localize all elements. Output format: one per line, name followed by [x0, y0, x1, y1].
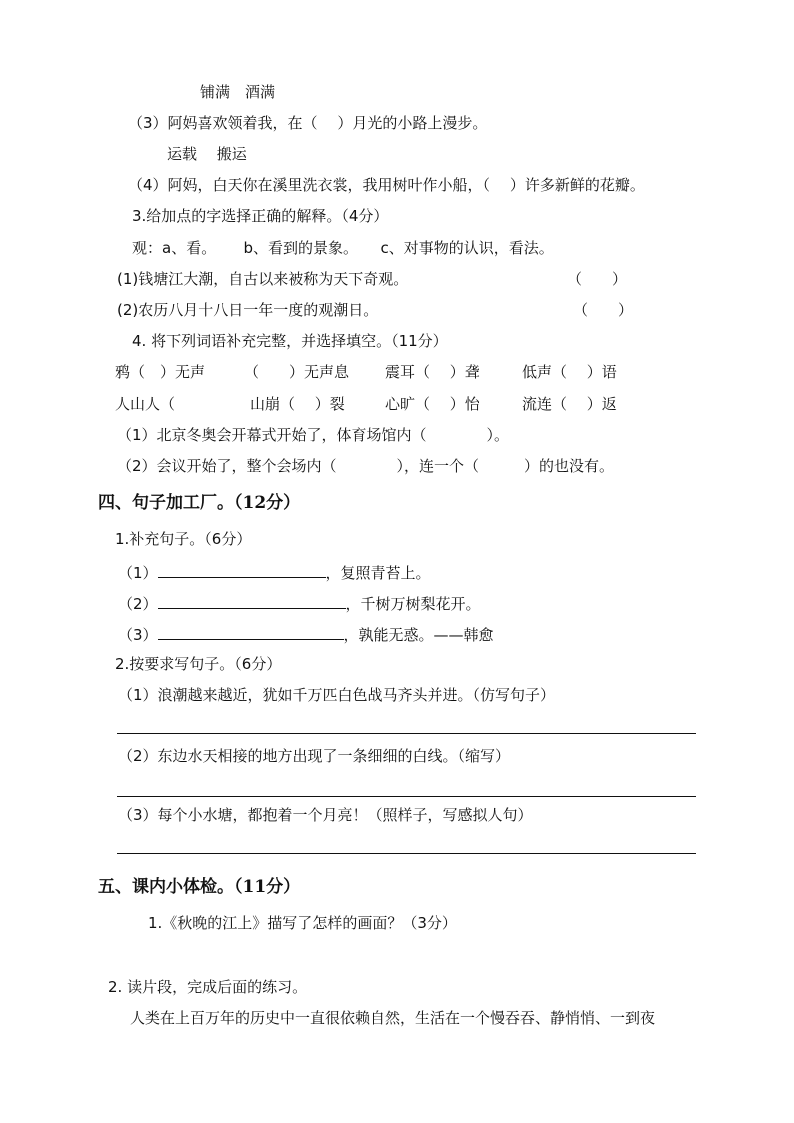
word-row-2-item-2: 山崩（ ）裂	[250, 395, 345, 413]
answer-blank-3[interactable]	[158, 623, 344, 640]
answer-blank-2[interactable]	[158, 592, 346, 609]
rewrite-item-3: （3）每个小水塘，都抱着一个月亮！（照样子，写感拟人句）	[118, 806, 533, 824]
question-4: （4）阿妈，白天你在溪里洗衣裳，我用树叶作小船，（ ）许多新鲜的花瓣。	[128, 176, 645, 194]
line-2-text: ，千树万树梨花开。	[345, 595, 481, 613]
section-4-heading: 四、句子加工厂。（12分）	[98, 493, 301, 513]
answer-line-1[interactable]	[117, 733, 696, 734]
word-row-1-item-3: 震耳（ ）聋	[385, 363, 480, 381]
line-3-text: ，孰能无惑。——韩愈	[343, 626, 494, 644]
word-row-1-item-4: 低声（ ）语	[522, 363, 617, 381]
supplement-line-1	[118, 561, 431, 583]
rewrite-item-1: （1）浪潮越来越近，犹如千万匹白色战马齐头并进。（仿写句子）	[118, 686, 556, 704]
word-row-1-item-1: 鸦（ ）无声	[115, 363, 206, 381]
fill-sentence-2: （2）会议开始了，整个会场内（ ），连一个（ ）的也没有。	[117, 457, 615, 475]
word-choices-a: 铺满 酒满	[200, 83, 276, 101]
supplement-line-3	[118, 623, 494, 645]
answer-blank-1[interactable]	[158, 561, 326, 578]
explain-item-2: (2)农历八月十八日一年一度的观潮日。	[117, 301, 379, 319]
fill-sentence-1: （1）北京冬奥会开幕式开始了，体育场馆内（ ）。	[117, 426, 510, 444]
line-2-number: （2）	[118, 595, 158, 613]
explain-item-1: (1)钱塘江大潮，自古以来被称为天下奇观。	[117, 270, 409, 288]
question-3: （3）阿妈喜欢领着我，在（ ）月光的小路上漫步。	[128, 114, 488, 132]
supplement-line-2	[118, 592, 481, 614]
word-row-2-item-3: 心旷（ ）怡	[385, 395, 480, 413]
complete-words-question: 4. 将下列词语补充完整，并选择填空。（11分）	[132, 332, 448, 350]
guan-definitions: 观：a、看。 b、看到的景象。 c、对事物的认识，看法。	[132, 239, 554, 257]
answer-line-2[interactable]	[117, 796, 696, 797]
word-row-1-item-2: （ ）无声息	[244, 363, 350, 381]
word-row-2-item-4: 流连（ ）返	[522, 395, 617, 413]
reading-question: 2. 读片段，完成后面的练习。	[108, 978, 308, 996]
explain-item-1-answer: （ ）	[567, 270, 628, 288]
rewrite-item-2: （2）东边水天相接的地方出现了一条细细的白线。（缩写）	[118, 747, 511, 765]
explain-question: 3.给加点的字选择正确的解释。（4分）	[132, 207, 389, 225]
poem-question: 1.《秋晚的江上》描写了怎样的画面？（3分）	[148, 914, 457, 932]
reading-passage: 人类在上百万年的历史中一直很依赖自然，生活在一个慢吞吞、静悄悄、一到夜	[130, 1009, 656, 1027]
answer-line-3[interactable]	[117, 853, 696, 854]
word-choices-b: 运载 搬运	[167, 145, 247, 163]
line-1-text: ，复照青苔上。	[325, 564, 431, 582]
word-row-2-item-1: 人山人（	[115, 395, 206, 413]
line-1-number: （1）	[118, 564, 158, 582]
line-3-number: （3）	[118, 626, 158, 644]
section-5-heading: 五、课内小体检。（11分）	[98, 877, 301, 897]
rewrite-question: 2.按要求写句子。（6分）	[115, 655, 282, 673]
explain-item-2-answer: （ ）	[573, 301, 634, 319]
supplement-question: 1.补充句子。（6分）	[115, 530, 252, 548]
